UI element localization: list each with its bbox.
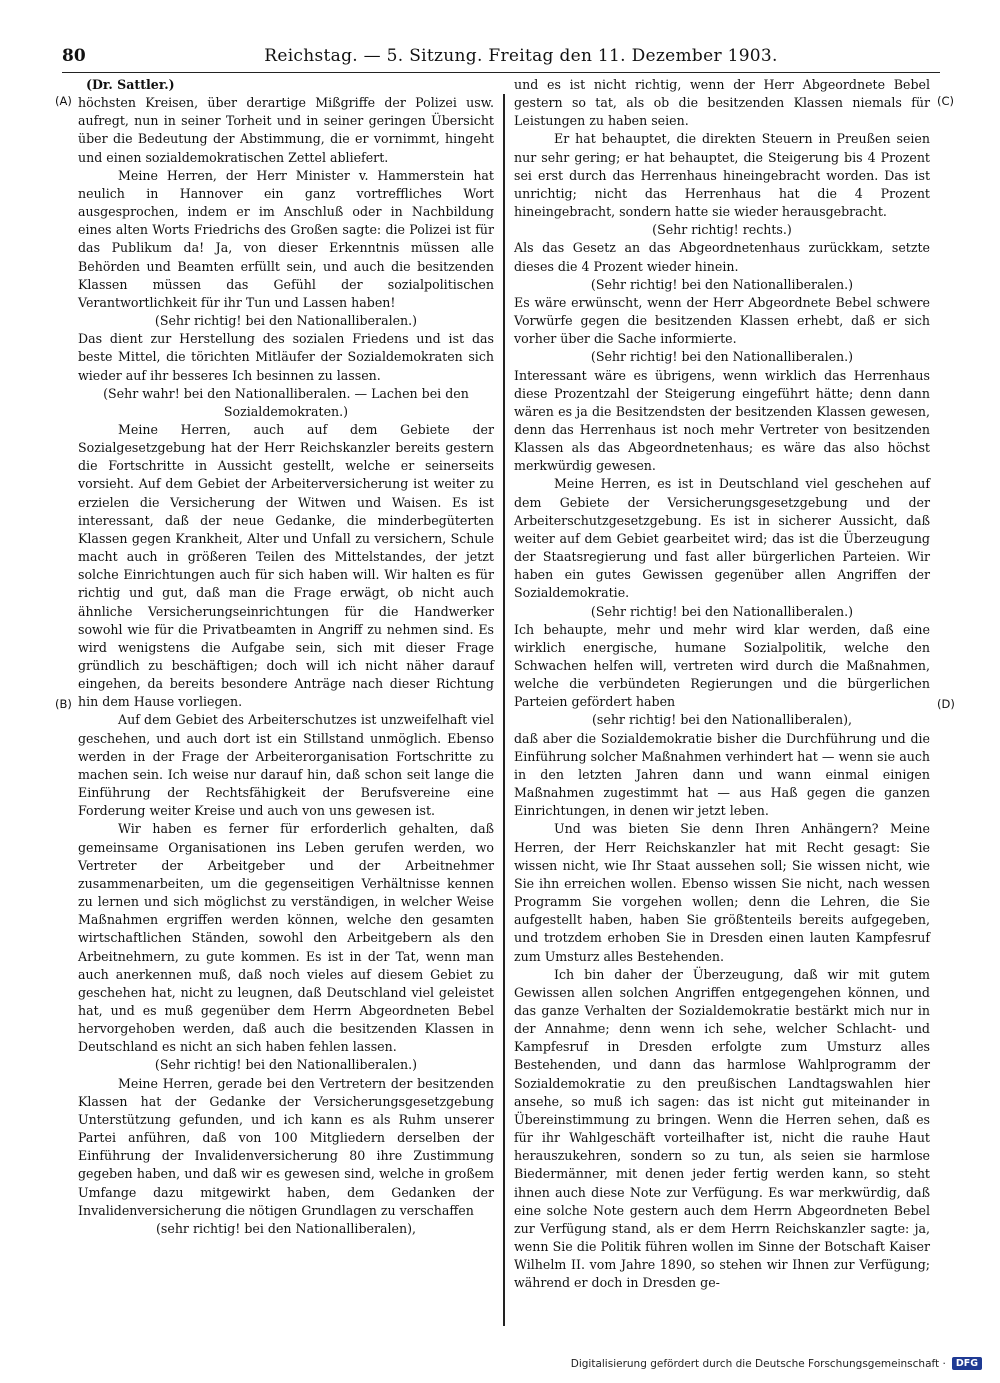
right-column [514, 76, 930, 1292]
speech-paragraph: Es wäre erwünscht, wenn der Herr Abgeordnete Bebel schwere Vorwürfe gegen die besitzenden Klassen erhebt, daß er sich vorher über die Sache informierte. [514, 294, 930, 347]
page-header [62, 46, 940, 73]
digitization-credit [571, 1357, 982, 1370]
speech-paragraph: Interessant wäre es übrigens, wenn wirklich das Herrenhaus diese Prozentzahl der Steigerung eingeführt hätte; denn dann wären es ja die Besitzendsten der besitzenden Klassen gewesen, denn das Herrenhaus ist noch mehr Vertreter von besitzenden Klassen als das Abgeordnetenhaus; es wäre das also höchst merkwürdig gewesen. [514, 367, 930, 474]
speech-paragraph: Meine Herren, auch auf dem Gebiete der Sozialgesetzgebung hat der Herr Reichskanzler bereits gestern die Fortschritte in Aussicht gestellt, welche er seinerseits vorsieht. Auf dem Gebiet der Arbeiterversicherung ist weiter zu erzielen die Versicherung der Witwen und Waisen. Es ist interessant, daß der neue Gedanke, die minderbegüterten Klassen gegen Krankheit, Alter und Unfall zu versichern, Schule macht auch in größeren Teilen des Mittelstandes, der jetzt solche Einrichtungen auch für sich haben will. Wir halten es für richtig und gut, daß man die Frage erwägt, ob nicht auch ähnliche Versicherungseinrichtungen für die Handwerker sowohl wie für die Privatbeamten in Angriff zu nehmen sind. Es wird wenigstens die Aufgabe sein, sich mit dieser Frage gründlich zu beschäftigen; doch will ich nicht näher darauf eingehen, da bereits besondere Anträge nach dieser Richtung hin dem Hause vorliegen. [78, 421, 494, 710]
running-head: Reichstag. — 5. Sitzung. Freitag den 11. Dezember 1903. [264, 46, 778, 66]
left-column [78, 76, 494, 1238]
speech-paragraph: Ich bin daher der Überzeugung, daß wir mit gutem Gewissen allen solchen Angriffen entgegengehen können, und das ganze Verhalten der Sozialdemokratie bestärkt mich nur in der Annahme; denn wenn ich sehe, welcher Schlacht- und Kampfesruf in Dresden erfolgte zum Umsturz alles Bestehenden, und dann das harmlose Wahlprogramm der Sozialdemokratie zu den preußischen Landtagswahlen hier ansehe, so muß ich sagen: das ist nicht gut miteinander in Übereinstimmung zu bringen. Wenn die Herren sehen, daß es für ihr Wahlgeschäft vorteilhafter ist, nicht die rauhe Haut herauszukehren, sondern so zu tun, als seien sie harmlose Biedermänner, mit denen jeder fertig werden kann, so steht ihnen auch diese Note zur Verfügung. Es war merkwürdig, daß eine solche Note gestern auch dem Herrn Abgeordneten Bebel zur Verfügung stand, als er dem Herrn Reichskanzler sagte: ja, wenn Sie die Politik führen wollen im Sinne der Botschaft Kaiser Wilhelm II. vom Jahre 1890, so stehen wir Ihnen zur Verfügung; während er doch in Dresden ge- [514, 966, 930, 1291]
column-divider [503, 94, 505, 1326]
credit-text: Digitalisierung gefördert durch die Deutsche Forschungsgemeinschaft · [570, 1357, 946, 1370]
interjection-remark: (Sehr wahr! bei den Nationalliberalen. — Lachen bei den Sozialdemokraten.) [103, 385, 469, 419]
page-number: 80 [62, 46, 86, 66]
interjection-remark: (Sehr richtig! rechts.) [652, 222, 792, 238]
speech-paragraph: Auf dem Gebiet des Arbeiterschutzes ist unzweifelhaft viel geschehen, und auch dort ist ein Stillstand unmöglich. Ebenso werden in der Frage der Arbeiterorganisation Fortschritte zu machen sein. Ich weise nur darauf hin, daß schon seit lange die Einführung der Rechtsfähigkeit der Berufsvereine eine Forderung weiter Kreise und auch von uns gewesen ist. [78, 712, 494, 819]
speech-paragraph: Wir haben es ferner für erforderlich gehalten, daß gemeinsame Organisationen ins Leben gerufen werden, wo Vertreter der Arbeitgeber und der Arbeitnehmer zusammenarbeiten, um die gegenseitigen Verhältnisse kennen zu lernen und sich möglichst zu verständigen, in welcher Weise Maßnahmen ergriffen werden können, welche den gesamten wirtschaftlichen Ständen, sowohl den Arbeitgebern als den Arbeitnehmern, zu gute kommen. Es ist in der Tat, wenn man auch anerkennen muß, daß noch vieles auf diesem Gebiet zu geschehen hat, nicht zu leugnen, daß Deutschland viel geleistet hat, und es muß gegenüber dem Herrn Abgeordneten Bebel hervorgehoben werden, daß auch die besitzenden Klassen in Deutschland es nicht an sich haben fehlen lassen. [78, 821, 494, 1055]
interjection-remark: (Sehr richtig! bei den Nationalliberalen.) [590, 276, 854, 292]
interjection-remark: (Sehr richtig! bei den Nationalliberalen.) [154, 1057, 418, 1073]
interjection-remark: (sehr richtig! bei den Nationalliberalen), [155, 1220, 417, 1236]
speech-paragraph: Meine Herren, es ist in Deutschland viel geschehen auf dem Gebiete der Versicherungsgesetzgebung und der Arbeiterschutzgesetzgebung. Es ist in sicherer Aussicht, daß weiter auf dem Gebiet gearbeitet wird; das ist die Überzeugung der Staatsregierung und fast aller bürgerlichen Parteien. Wir haben ein gutes Gewissen gegenüber allen Angriffen der Sozialdemokratie. [514, 476, 930, 601]
interjection-remark: (Sehr richtig! bei den Nationalliberalen.) [590, 603, 854, 619]
margin-letter-d: (D) [937, 697, 955, 711]
speech-paragraph: Er hat behauptet, die direkten Steuern in Preußen seien nur sehr gering; er hat behauptet, die Steigerung bis 4 Prozent sei erst durch das Herrenhaus hineingebracht worden. Das ist unrichtig; nicht das Herrenhaus hat die 4 Prozent hineingebracht, sondern hatte sie wieder herausgebracht. [514, 131, 930, 220]
speech-paragraph: daß aber die Sozialdemokratie bisher die Durchführung und die Einführung solcher Maßnahmen verhindert hat — wenn sie auch in den letzten Jahren dann und wann einmal einigen Maßnahmen zugestimmt hat — aus Haß gegen die ganzen Einrichtungen, in denen wir jetzt leben. [514, 730, 930, 819]
margin-letter-a: (A) [55, 94, 72, 108]
speaker-name: (Dr. Sattler.) [86, 77, 175, 92]
speech-paragraph: Das dient zur Herstellung des sozialen Friedens und ist das beste Mittel, die törichten Mitläufer der Sozialdemokraten sich wieder auf ihr besseres Ich besinnen zu lassen. [78, 331, 494, 383]
margin-letter-c: (C) [937, 94, 955, 108]
speech-paragraph: Ich behaupte, mehr und mehr wird klar werden, daß eine wirklich energische, humane Sozialpolitik, welche den Schwachen helfen will, vertreten wird durch die Maßnahmen, welche die verbündeten Regierungen und die bürgerlichen Parteien gefördert haben [514, 621, 930, 710]
speech-paragraph: Meine Herren, der Herr Minister v. Hammerstein hat neulich in Hannover ein ganz vortreffliches Wort ausgesprochen, indem er im Anschluß oder in Nachbildung eines alten Worts Friedrichs des Großen sagte: die Polizei ist für das Publikum da! Ja, von dieser Erkenntnis müssen alle Behörden und Beamten erfüllt sein, und auch die besitzenden Klassen müssen das Gefühl der sozialpolitischen Verantwortlichkeit für ihr Tun und Lassen haben! [78, 167, 494, 310]
interjection-remark: (sehr richtig! bei den Nationalliberalen), [591, 712, 853, 728]
margin-letter-b: (B) [55, 697, 72, 711]
speech-paragraph: Als das Gesetz an das Abgeordnetenhaus zurückkam, setzte dieses die 4 Prozent wieder hinein. [514, 240, 930, 274]
speech-paragraph: und es ist nicht richtig, wenn der Herr Abgeordnete Bebel gestern so tat, als ob die besitzenden Klassen niemals für Leistungen zu haben seien. [514, 77, 930, 129]
interjection-remark: (Sehr richtig! bei den Nationalliberalen.) [590, 349, 854, 365]
dfg-logo: DFG [952, 1357, 982, 1370]
speech-paragraph: Meine Herren, gerade bei den Vertretern der besitzenden Klassen hat der Gedanke der Versicherungsgesetzgebung Unterstützung gefunden, und ich kann es als Ruhm unserer Partei anführen, daß von 100 Mitgliedern derselben der Einführung der Invalidenversicherung 80 ihre Zustimmung gegeben haben, und daß wir es gewesen sind, welche in großem Umfange dazu mitgewirkt haben, dem Gedanken der Invalidenversicherung die nötigen Grundlagen zu verschaffen [78, 1075, 494, 1218]
interjection-remark: (Sehr richtig! bei den Nationalliberalen.) [154, 313, 418, 329]
speech-paragraph: Und was bieten Sie denn Ihren Anhängern? Meine Herren, der Herr Reichskanzler hat mit Recht gesagt: Sie wissen nicht, wie Ihr Staat aussehen soll; Sie wissen nicht, wie Sie ihn erreichen wollen. Ebenso wissen Sie nicht, nach wessen Programm Sie vorgehen wollen; denn die Lehren, die Sie aufgestellt haben, haben Sie größtenteils bereits aufgegeben, und trotzdem erhoben Sie in Dresden einen lauten Kampfesruf zum Umsturz alles Bestehenden. [514, 821, 930, 964]
speech-paragraph: höchsten Kreisen, über derartige Mißgriffe der Polizei usw. aufregt, nun in seiner Torheit und in seiner geringen Übersicht über die Bedeutung der Abstimmung, die er vornimmt, hingeht und einen sozialdemokratischen Zettel abliefert. [78, 95, 494, 165]
